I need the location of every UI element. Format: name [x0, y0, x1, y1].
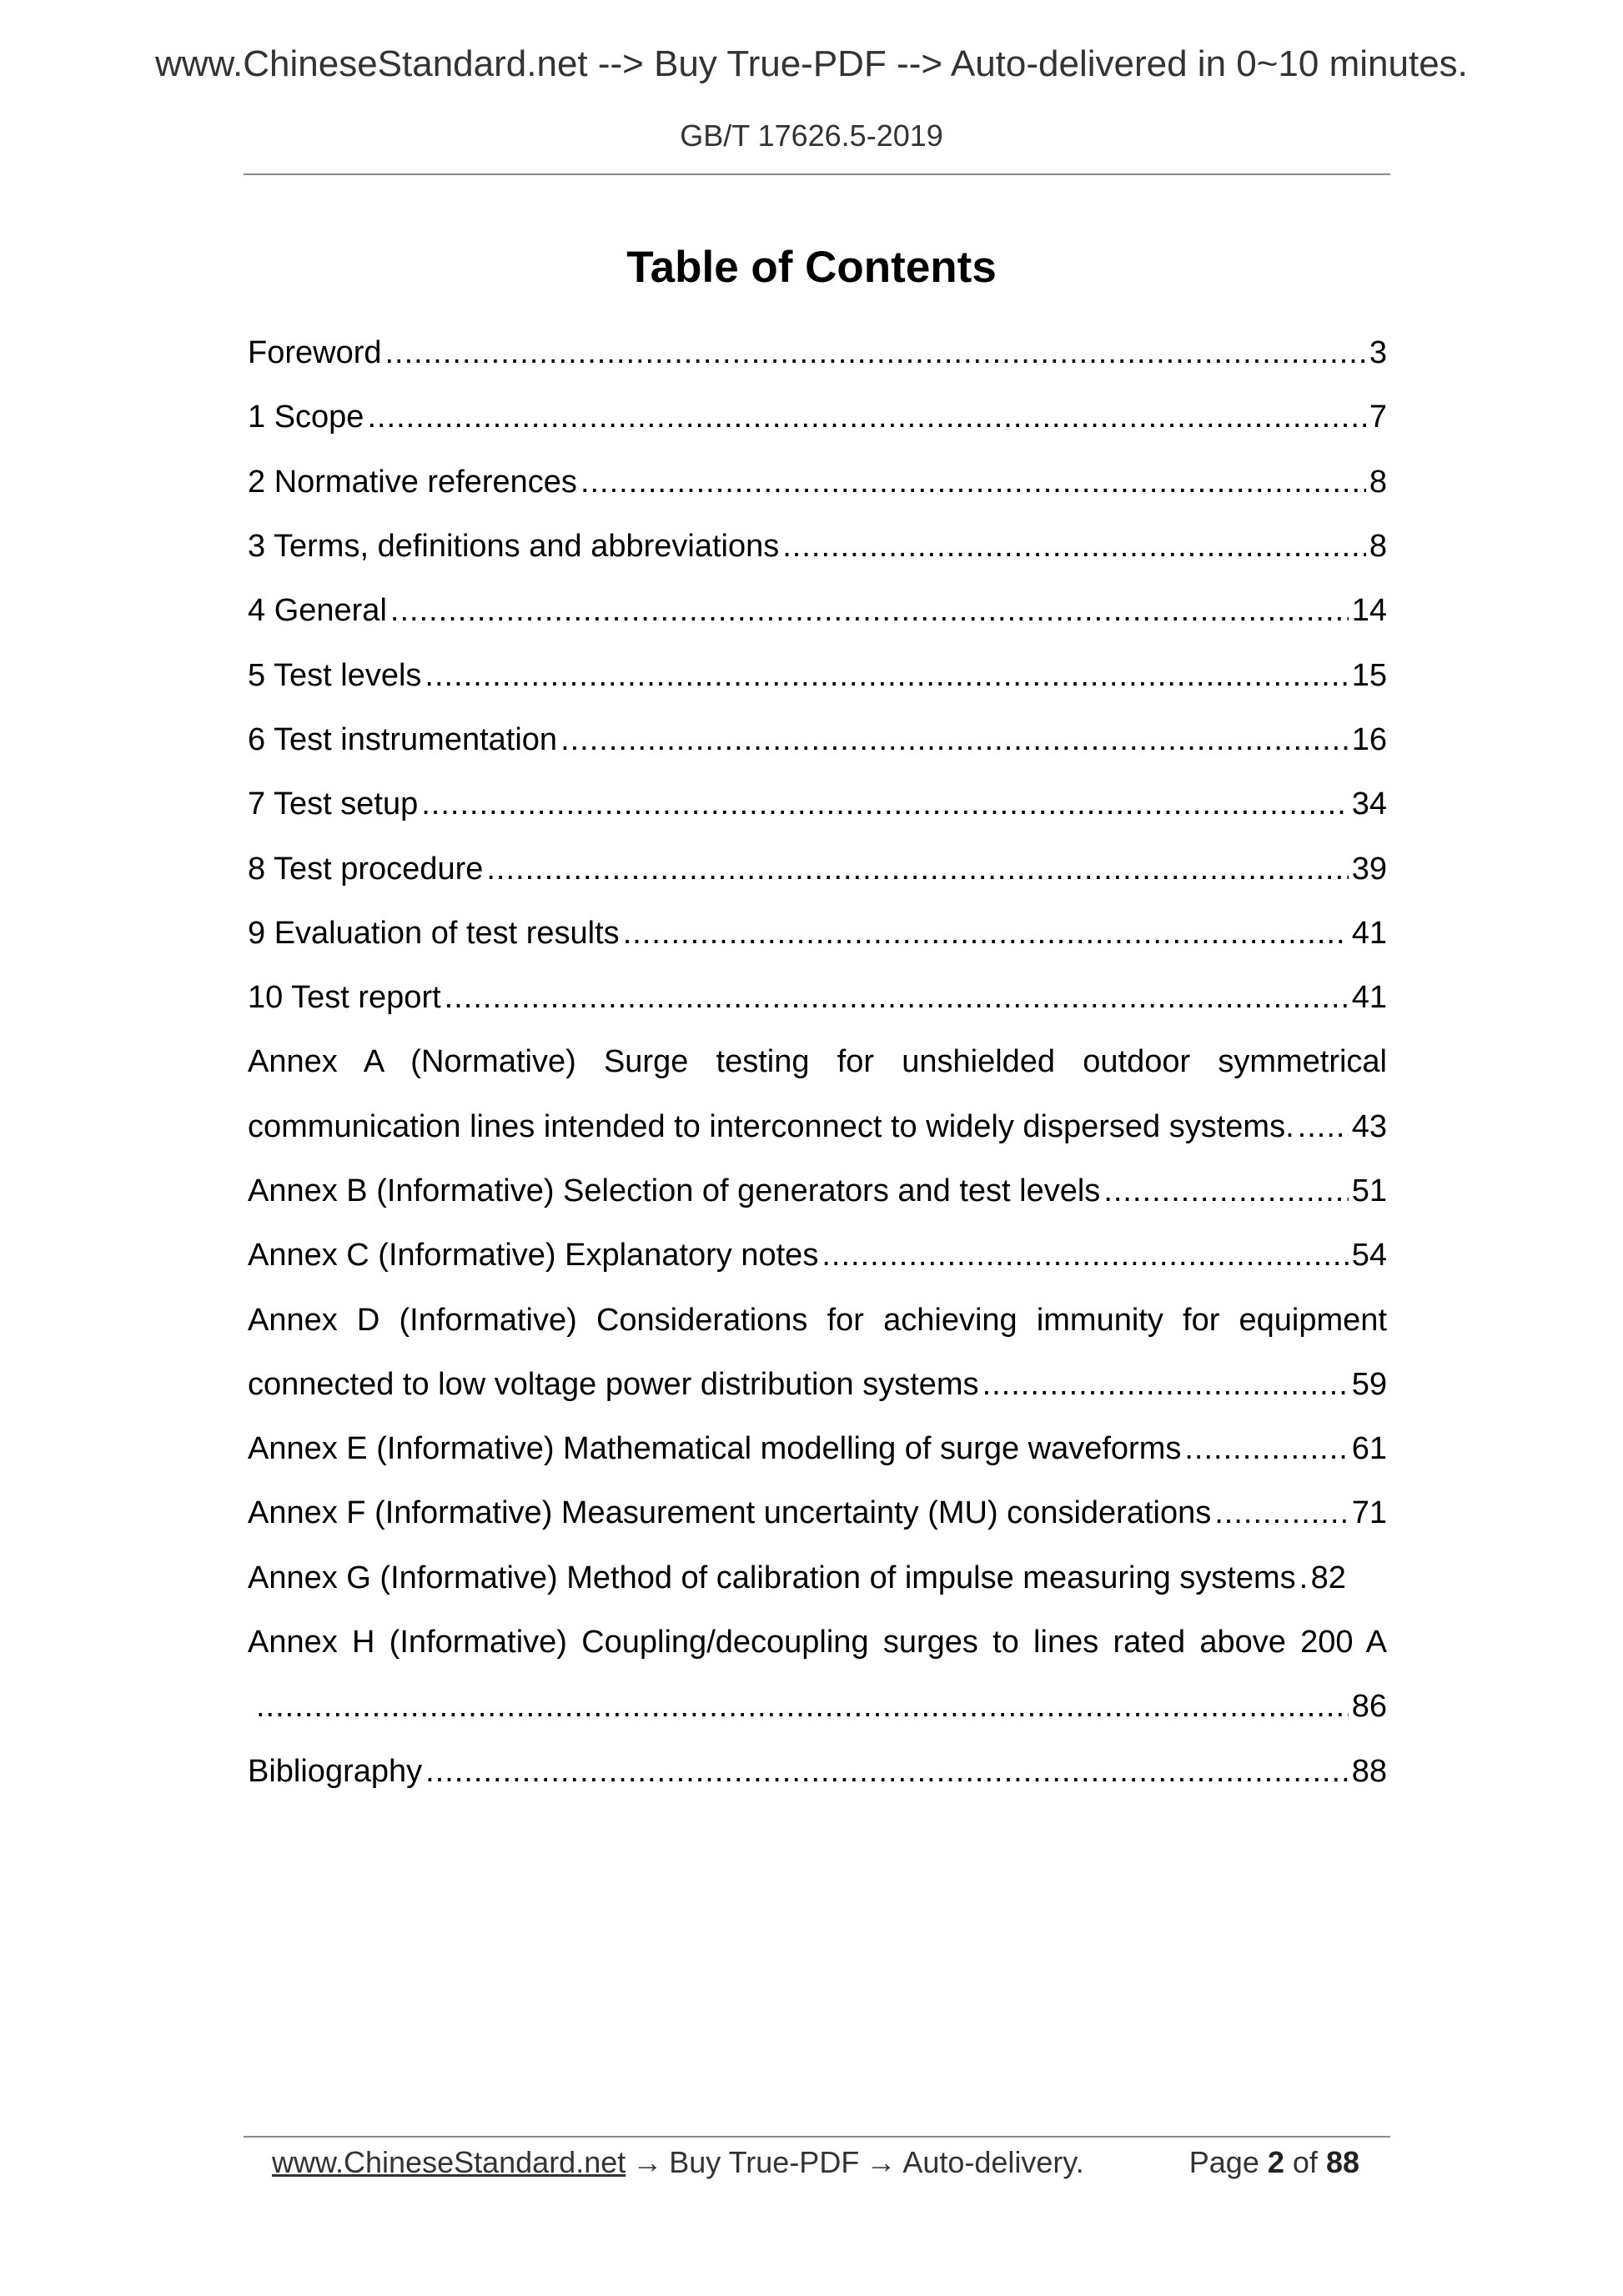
- toc-entry-label: connected to low voltage power distribution systems: [248, 1366, 979, 1402]
- toc-entry-page: 8: [1369, 464, 1387, 500]
- toc-entry-evaluation[interactable]: [248, 902, 1387, 966]
- toc-entry-label: Bibliography: [248, 1753, 423, 1789]
- toc-entry-test-instrumentation[interactable]: [248, 708, 1387, 772]
- dot-leader: [390, 593, 1349, 629]
- dot-leader: [1184, 1431, 1348, 1467]
- toc-entry-label: 1 Scope: [248, 399, 364, 435]
- toc-entry-label: Foreword: [248, 335, 382, 371]
- toc-entry-annex-f[interactable]: [248, 1481, 1387, 1545]
- toc-entry-page: 14: [1351, 593, 1387, 629]
- toc-entry-label: 6 Test instrumentation: [248, 721, 558, 757]
- toc-entry-label: 2 Normative references: [248, 464, 577, 500]
- toc-entry-annex-h[interactable]: [248, 1675, 1387, 1739]
- dot-leader: [367, 399, 1365, 435]
- toc-entry-label: Annex B (Informative) Selection of generators and test levels: [248, 1173, 1101, 1208]
- page-indicator: [1189, 2145, 1359, 2180]
- toc-entry-page: 41: [1351, 915, 1387, 951]
- dot-leader: [1103, 1173, 1348, 1209]
- toc-entry-page: 86: [1351, 1689, 1387, 1725]
- toc-entry-page: 43: [1351, 1108, 1387, 1144]
- toc-entry-label: 5 Test levels: [248, 657, 422, 693]
- toc-entry-page: 3: [1369, 335, 1387, 371]
- dot-leader: [560, 722, 1349, 758]
- header-banner: www.ChineseStandard.net --> Buy True-PDF --> Auto-delivered in 0~10 minutes.: [155, 43, 1468, 84]
- footer-buy-text: Buy True-PDF: [669, 2145, 860, 2179]
- toc-entry-label: 10 Test report: [248, 980, 441, 1016]
- toc-entry-label: 4 General: [248, 593, 387, 629]
- page-word: Page: [1188, 2145, 1259, 2179]
- page-total: 88: [1325, 2145, 1359, 2179]
- toc-entry-test-levels[interactable]: [248, 643, 1387, 707]
- toc-entry-label: 9 Evaluation of test results: [248, 915, 620, 951]
- toc-entry-test-report[interactable]: [248, 966, 1387, 1030]
- toc-entry-page: 71: [1351, 1495, 1387, 1531]
- footer-site-link[interactable]: www.ChineseStandard.net: [272, 2145, 626, 2179]
- toc-entry-page: 59: [1351, 1366, 1387, 1402]
- arrow-right-icon: →: [866, 2145, 897, 2179]
- toc-entry-label: Annex D (Informative) Considerations for achieving immunity for equipment: [248, 1302, 1387, 1338]
- toc-entry-foreword[interactable]: [248, 321, 1387, 385]
- toc-entry-page: 82: [1310, 1560, 1346, 1595]
- toc-entry-page: 54: [1351, 1238, 1387, 1274]
- toc-entry-label: 3 Terms, definitions and abbreviations: [248, 529, 780, 565]
- page-number: 2: [1267, 2145, 1284, 2179]
- toc-entry-annex-g[interactable]: [248, 1546, 1387, 1610]
- header-divider: [244, 173, 1390, 175]
- document-code: GB/T 17626.5-2019: [680, 118, 943, 153]
- dot-leader: [445, 980, 1349, 1016]
- toc-entry-label: Annex A (Normative) Surge testing for unshielded outdoor symmetrical: [248, 1044, 1387, 1080]
- toc-entry-page: 88: [1351, 1753, 1387, 1789]
- toc-entry-test-setup[interactable]: [248, 772, 1387, 837]
- dot-leader: [623, 916, 1349, 952]
- dot-leader: [822, 1238, 1348, 1274]
- toc-entry-page: 39: [1351, 851, 1387, 887]
- toc-entry-label: Annex G (Informative) Method of calibration of impulse measuring systems: [248, 1560, 1296, 1595]
- table-of-contents: [248, 321, 1387, 1804]
- toc-entry-scope[interactable]: [248, 385, 1387, 450]
- toc-entry-annex-b[interactable]: [248, 1159, 1387, 1223]
- toc-entry-test-procedure[interactable]: [248, 837, 1387, 901]
- dot-leader: [782, 529, 1366, 565]
- toc-entry-page: 15: [1351, 657, 1387, 693]
- toc-entry-normative-references[interactable]: [248, 450, 1387, 515]
- dot-leader: [256, 1689, 1349, 1725]
- toc-entry-page: 61: [1351, 1431, 1387, 1467]
- dot-leader: [580, 465, 1366, 500]
- toc-entry-page: 7: [1369, 399, 1387, 435]
- toc-entry-label: 8 Test procedure: [248, 851, 484, 887]
- toc-entry-annex-d-line1[interactable]: [248, 1288, 1387, 1352]
- toc-entry-terms[interactable]: [248, 515, 1387, 579]
- footer-delivery-text: Auto-delivery.: [902, 2145, 1084, 2179]
- toc-entry-page: 51: [1351, 1173, 1387, 1208]
- dot-leader: [486, 852, 1348, 887]
- toc-entry-label: Annex C (Informative) Explanatory notes: [248, 1238, 819, 1274]
- toc-entry-annex-d[interactable]: [248, 1353, 1387, 1417]
- toc-entry-annex-a-line1[interactable]: [248, 1030, 1387, 1094]
- toc-entry-label: Annex H (Informative) Coupling/decoupling surges to lines rated above 200 A: [248, 1625, 1387, 1660]
- dot-leader: [385, 335, 1366, 371]
- toc-entry-annex-c[interactable]: [248, 1223, 1387, 1288]
- toc-entry-label: Annex F (Informative) Measurement uncertainty (MU) considerations: [248, 1495, 1212, 1531]
- dot-leader: [1298, 1109, 1349, 1145]
- toc-entry-bibliography[interactable]: [248, 1740, 1387, 1804]
- page-title: Table of Contents: [626, 243, 997, 292]
- toc-entry-annex-a[interactable]: [248, 1095, 1387, 1159]
- toc-entry-page: 41: [1351, 980, 1387, 1016]
- toc-entry-page: 34: [1351, 786, 1387, 822]
- dot-leader: [421, 786, 1349, 822]
- toc-entry-label: 7 Test setup: [248, 786, 419, 822]
- footer-divider: [244, 2136, 1390, 2138]
- toc-entry-annex-e[interactable]: [248, 1417, 1387, 1481]
- toc-entry-label: Annex E (Informative) Mathematical modelling of surge waveforms: [248, 1431, 1182, 1467]
- dot-leader: [425, 1754, 1349, 1790]
- dot-leader: [1299, 1560, 1308, 1596]
- dot-leader: [982, 1367, 1349, 1403]
- toc-entry-annex-h-line1[interactable]: [248, 1610, 1387, 1675]
- toc-entry-page: 16: [1351, 721, 1387, 757]
- toc-entry-page: 8: [1369, 529, 1387, 565]
- toc-entry-label: communication lines intended to interconnect to widely dispersed systems.: [248, 1108, 1294, 1144]
- dot-leader: [425, 658, 1348, 694]
- dot-leader: [1214, 1495, 1349, 1531]
- toc-entry-general[interactable]: [248, 579, 1387, 643]
- of-word: of: [1292, 2145, 1318, 2179]
- page-footer: [272, 2140, 1389, 2185]
- arrow-right-icon: →: [632, 2145, 663, 2179]
